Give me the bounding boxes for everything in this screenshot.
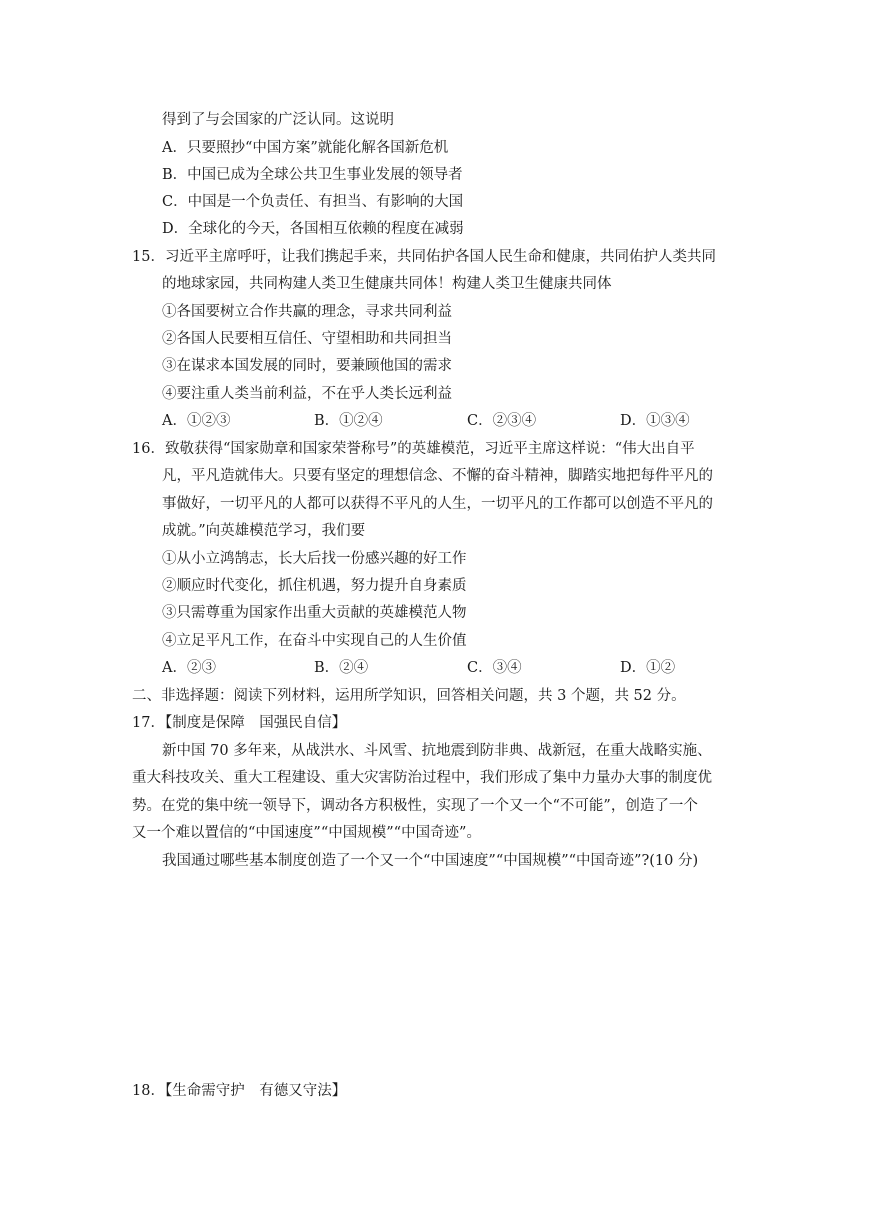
q16-stem-line3: 事做好，一切平凡的人都可以获得不平凡的人生，一切平凡的工作都可以创造不平凡的 [162,496,713,512]
q14-stem-end: 得到了与会国家的广泛认同。这说明 [162,112,394,128]
q15-stem-line2: 的地球家园，共同构建人类卫生健康共同体！构建人类卫生健康共同体 [162,276,612,292]
q15-choice-b: B．①②④ [314,413,383,429]
q17-question: 我国通过哪些基本制度创造了一个又一个“中国速度”“中国规模”“中国奇迹”?(10 分) [162,853,699,869]
q14-option-b: B．中国已成为全球公共卫生事业发展的领导者 [162,167,463,183]
q15-item-2: ②各国人民要相互信任、守望相助和共同担当 [162,331,452,347]
q15-item-3: ③在谋求本国发展的同时，要兼顾他国的需求 [162,358,452,374]
q16-stem-line1: 16．致敬获得“国家勋章和国家荣誉称号”的英雄模范，习近平主席这样说：“伟大出自平 [132,441,695,457]
q15-choice-a: A．①②③ [162,413,231,429]
q15-item-1: ①各国要树立合作共赢的理念，寻求共同利益 [162,304,452,320]
q15-choice-c: C．②③④ [467,413,537,429]
q17-title: 17．【制度是保障 国强民自信】 [132,715,347,731]
q15-choice-d: D．①③④ [620,413,690,429]
q17-material-line4: 又一个难以置信的“中国速度”“中国规模”“中国奇迹”。 [132,825,481,841]
q16-item-3: ③只需尊重为国家作出重大贡献的英雄模范人物 [162,605,467,621]
q17-material-line1: 新中国 70 多年来，从战洪水、斗风雪、抗地震到防非典、战新冠，在重大战略实施、 [162,743,712,759]
section2-heading: 二、非选择题：阅读下列材料，运用所学知识，回答相关问题，共 3 个题，共 52 分。 [132,688,686,704]
q16-stem-line4: 成就。”向英雄模范学习，我们要 [162,523,366,539]
q14-option-d: D．全球化的今天，各国相互依赖的程度在减弱 [162,221,464,237]
q16-item-1: ①从小立鸿鹄志，长大后找一份感兴趣的好工作 [162,551,467,567]
q18-title: 18．【生命需守护 有德又守法】 [132,1083,347,1099]
q16-choice-c: C．③④ [467,660,522,676]
q17-material-line2: 重大科技攻关、重大工程建设、重大灾害防治过程中，我们形成了集中力量办大事的制度优 [132,770,712,786]
q15-stem-line1: 15．习近平主席呼吁，让我们携起手来，共同佑护各国人民生命和健康，共同佑护人类共同 [132,249,716,265]
q16-choice-b: B．②④ [314,660,369,676]
q14-option-c: C．中国是一个负责任、有担当、有影响的大国 [162,194,464,210]
q15-item-4: ④要注重人类当前利益，不在乎人类长远利益 [162,386,452,402]
q16-choice-a: A．②③ [162,660,216,676]
q16-item-4: ④立足平凡工作，在奋斗中实现自己的人生价值 [162,633,467,649]
q16-choice-d: D．①② [620,660,676,676]
q16-item-2: ②顺应时代变化，抓住机遇，努力提升自身素质 [162,578,467,594]
q16-stem-line2: 凡，平凡造就伟大。只要有坚定的理想信念、不懈的奋斗精神，脚踏实地把每件平凡的 [162,468,713,484]
q17-material-line3: 势。在党的集中统一领导下，调动各方积极性，实现了一个又一个“不可能”，创造了一个 [132,798,698,814]
q14-option-a: A．只要照抄“中国方案”就能化解各国新危机 [162,140,449,156]
